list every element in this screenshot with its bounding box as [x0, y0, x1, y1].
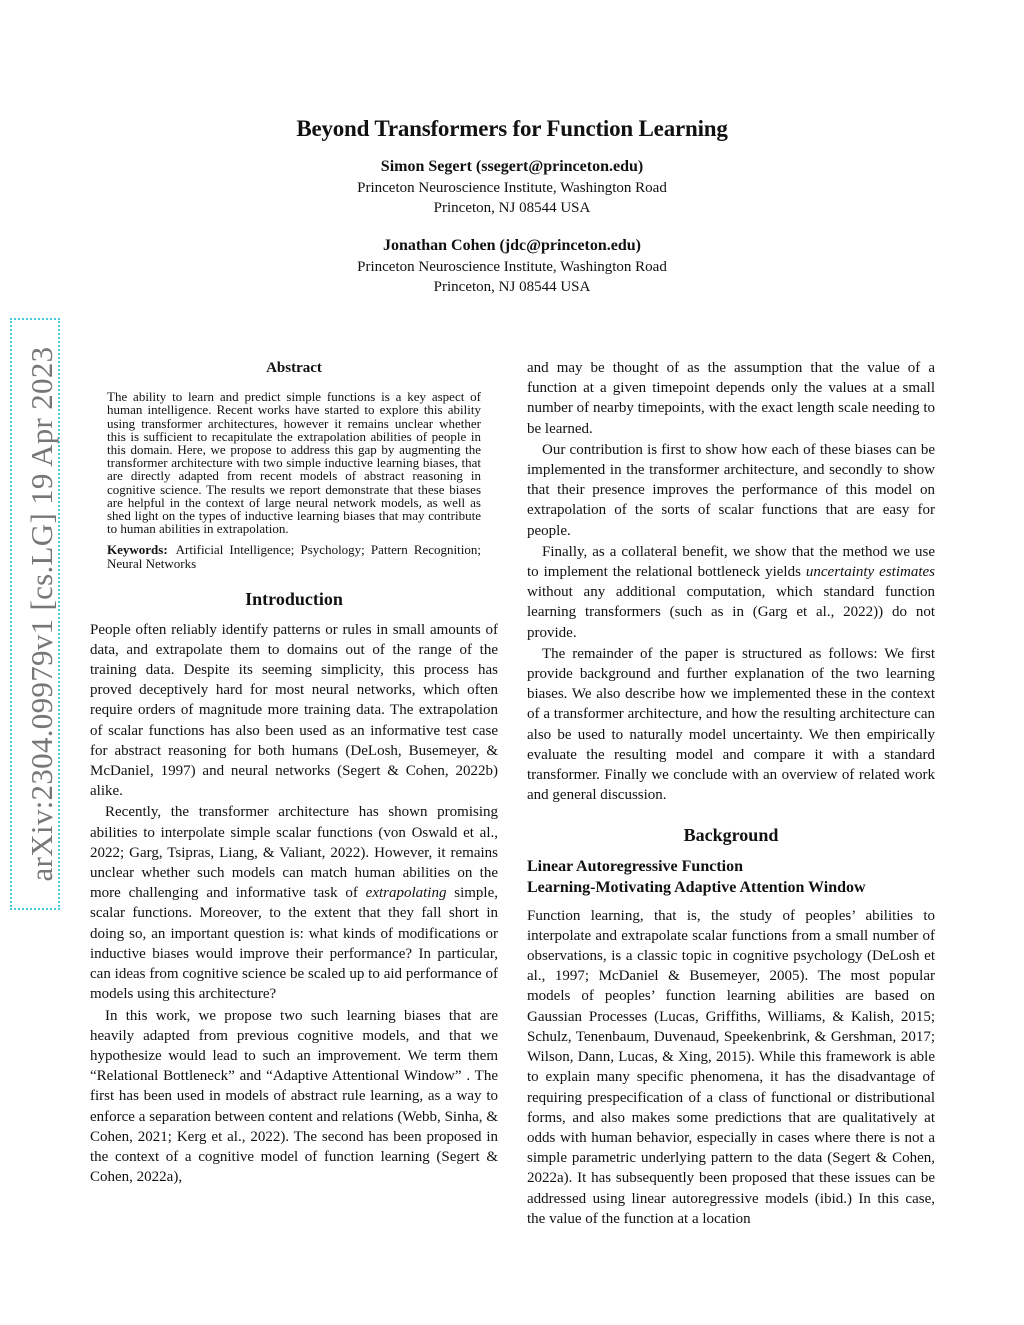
right-paragraph-4: The remainder of the paper is structured as follows: We first provide background and further explanation of the two learning biases. We also describe how we implemented these in the context of a transformer architecture, and how the resulting architecture can also be used to naturally model uncertainty. We then empirically evaluate the resulting model and compare it with a standard transformer. Finally we conclude with an overview of related work and general discussion.: [527, 645, 935, 804]
abstract-heading: Abstract: [266, 360, 322, 376]
abstract-text: The ability to learn and predict simple functions is a key aspect of human intelligence. Recent works have started to explore this ability using transformer architectures, however it remains unclear whether this is sufficient to recapitulate the extrapolation abilities of people in this domain. Here, we propose to address this gap by augmenting the transformer architecture with two simple inductive learning biases, that are directly adapted from recent models of abstract reasoning in cognitive science. The results we report demonstrate that these biases are helpful in the context of large neural network models, as well as shed light on the types of inductive learning biases that may contribute to human abilities in extrapolation.: [107, 389, 481, 537]
right-paragraph-3: Finally, as a collateral benefit, we show that the method we use to implement the relational bottleneck yields uncertainty estimates without any additional computation, which standard function learning transformers (such as in (Garg et al., 2022)) do not provide.: [527, 543, 935, 641]
intro-paragraph-1: People often reliably identify patterns or rules in small amounts of data, and extrapolate them to domains out of the range of the training data. Despite its seeming simplicity, this process has proved deceptively hard for most neural networks, which often require orders of magnitude more training data. The extrapolation of scalar functions has also been used as an informative test case for abstract reasoning for both humans (DeLosh, Busemeyer, & McDaniel, 1997) and neural networks (Segert & Cohen, 2022b) alike.: [90, 621, 498, 800]
background-subheading: Linear Autoregressive Function Learning-Motivating Adaptive Attention Window: [527, 857, 866, 896]
introduction-heading: Introduction: [245, 589, 343, 610]
paper-title: Beyond Transformers for Function Learning: [296, 116, 728, 141]
emphasis-uncertainty: uncertainty estimates: [805, 564, 935, 581]
author-address: Princeton, NJ 08544 USA: [433, 279, 591, 295]
keywords-label: Keywords:: [107, 542, 168, 558]
author-name: Simon Segert (ssegert@princeton.edu): [380, 158, 644, 175]
background-paragraph-1: Function learning, that is, the study of peoples’ abilities to interpolate and extrapolate scalar functions from a small number of observations, is a classic topic in cognitive psychology (DeLosh et al., 1997; McDaniel & Busemeyer, 2005). The most popular models of peoples’ function learning abilities are based on Gaussian Processes (Lucas, Griffiths, Williams, & Kalish, 2015; Schulz, Tenenbaum, Duvenaud, Speekenbrink, & Gershman, 2017; Wilson, Dann, Lucas, & Xing, 2015). While this framework is able to explain many specific phenomena, it has the disadvantage of requiring prespecification of a class of functional or distributional forms, and also makes some predictions that are qualitatively at odds with human behavior, especially in cases where there is not a simple parametric underlying pattern to the data (Segert & Cohen, 2022a). It has subsequently been proposed that these issues can be addressed using linear autoregressive models (ibid.) In this case, the value of the function at a location: [527, 907, 935, 1227]
intro-paragraph-2: Recently, the transformer architecture has shown promising abilities to interpolate simple scalar functions (von Oswald et al., 2022; Garg, Tsipras, Liang, & Valiant, 2022). However, it remains unclear whether such models can match human abilities on the more challenging and informative task of extrapolating simple, scalar functions. Moreover, to the extent that they fall short in doing so, an important question is: what kinds of modifications or inductive biases would improve their performance? In particular, can ideas from cognitive science be scaled up to aid performance of models using this architecture?: [90, 804, 498, 1003]
author-address: Princeton, NJ 08544 USA: [433, 200, 591, 216]
author-name: Jonathan Cohen (jdc@princeton.edu): [382, 237, 641, 254]
right-column: [527, 358, 935, 1229]
author-block-1: [0, 156, 1024, 218]
author-affiliation: Princeton Neuroscience Institute, Washington Road: [357, 180, 667, 196]
author-block-2: [0, 235, 1024, 297]
keywords: [107, 543, 481, 571]
background-heading: Background: [683, 825, 779, 846]
author-affiliation: Princeton Neuroscience Institute, Washington Road: [357, 259, 667, 275]
intro-paragraph-3: In this work, we propose two such learning biases that are heavily adapted from previous cognitive models, and that we hypothesize would lead to such an improvement. We term them “Relational Bottleneck” and “Adaptive Attentional Window” . The first has been used in models of abstract rule learning, as a way to enforce a separation between content and relations (Webb, Sinha, & Cohen, 2021; Kerg et al., 2022). The second has been proposed in the context of a cognitive model of function learning (Segert & Cohen, 2022a),: [90, 1007, 498, 1186]
right-paragraph-2: Our contribution is first to show how each of these biases can be implemented in the transformer architecture, and secondly to show that their presence improves the performance of this model on extrapolation of the sorts of scalar functions that are easy for people.: [527, 441, 935, 539]
arxiv-identifier[interactable]: arXiv:2304.09979v1 [cs.LG] 19 Apr 2023: [24, 346, 59, 882]
right-paragraph-1: and may be thought of as the assumption that the value of a function at a given timepoint depends only the values at a small number of nearby timepoints, with the exact length scale needing to be learned.: [527, 360, 935, 437]
emphasis-extrapolating: extrapolating: [365, 885, 447, 902]
left-column: [90, 358, 498, 1187]
keywords-list: Artificial Intelligence; Psychology; Pattern Recognition; Neural Networks: [107, 542, 481, 572]
